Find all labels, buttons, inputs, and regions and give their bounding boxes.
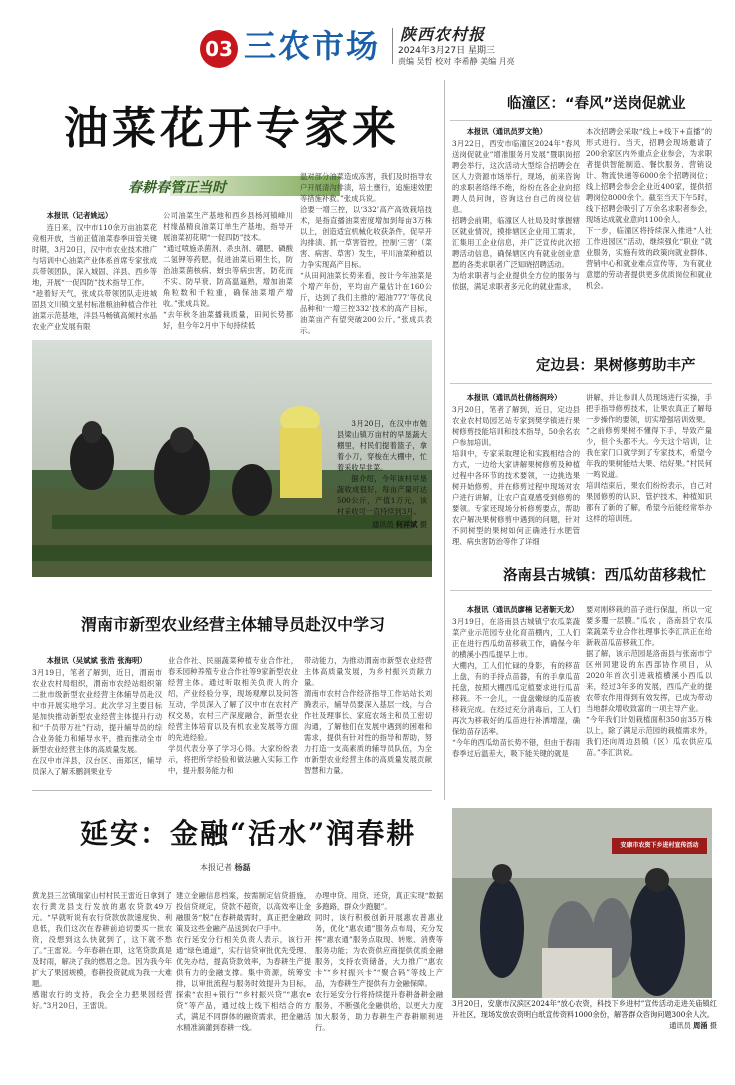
photo1-credit: 通讯员 何祥斌 摄 xyxy=(372,520,427,529)
photo1-caption-2: 据介绍，今年该村早垦蔬收成很好，每亩产量可达500公斤，产值1万元，该村采收可一直持续到3月。 xyxy=(337,474,427,516)
luonan-body-1: 3月19日，在洛南县古城镇宁农瓜菜蔬菜产业示范园专业化育苗棚内，工人们正在进行西瓜幼苗移栽工作，确保今年的横溪小西瓜提早上市。 大棚内，工人们忙碌的身影，有的移苗上盘，有的手持点苗器，有的手拿瓜苗托盘，按照大棚西瓜定植要求进行瓜苗移栽。不一会儿，一盘盘嫩绿的瓜苗被移栽完成。在经过充分消毒后，工人们再次为移栽好的瓜苗进行补洒增湿，确保幼苗存活率。 “今年的西瓜幼苗长势不错，但由于春雨春季过后温差大，吸下能关键的就是 xyxy=(452,617,580,758)
yanan-column-1 xyxy=(32,890,172,1075)
lead-byline: 本报讯（记者姚远） xyxy=(46,211,113,220)
weinan-body-3: 带动能力，为推动渭南市新型农业经营主体高质量发展，为乡村振兴贡献力量。 渭南市农村合作经济指导工作站站长刘腾表示，辅导员要深入基层一线，与合作社及理事长、家庭农场主和员工密切沟通，了解他们在发展中遇到的困难和需求，提供有针对性的指导和帮助，努力打造一支高素质的辅导员队伍，为全市新型农业经营主体的高质量发展贡献智慧和力量。 xyxy=(304,656,432,775)
column-divider-right xyxy=(444,80,445,800)
yanan-column-2 xyxy=(176,890,311,1075)
yanan-body-3: 办理申贷、用贷、还贷，真正实现“数据多跑路，群众少跑腿”。 同时，该行积极创新开展惠农普惠业务，优化“惠农通”服务点布局，充分发挥“惠农通”服务点取现、转账、消费等服务功能；为农资供应商提供优质金融服务，支持农资储备，大力推广“惠农卡”“乡村振兴卡”“聚合码”等线上产品，为春耕生产提供有力金融保障。 农行延安分行将持续提升春耕备耕金融服务，不断强化金融供给，以更大力度加大服务，助力春耕生产春耕顺利进行。 xyxy=(315,891,443,1032)
lead-column-3 xyxy=(300,171,432,342)
lead-body-2: 公司油菜生产基地和西乡县杨河镇峰川村缘晶精良油菜订单生产基地，指导开展油菜初花期“一促四防”技术。 “通过喷施杀菌剂、杀虫剂、硼肥、磷酸二氢钾等药肥，促进油菜后期生长，防治油菜菌核病、蚜虫等病虫害，防花而不实、防早衰、防高温逼熟，增加油菜角粒数和千粒重，确保油菜增产增收。”张成兵说。 “去年秋冬油菜播栽质量，田间长势都好，但今年2月中下旬持续低 xyxy=(163,211,293,330)
weinan-column-3 xyxy=(304,655,432,775)
luonan-body-2: 要对刚移栽的苗子进行保温，所以一定要多覆一层膜。”瓜农 ，洛南县宁农瓜菜蔬菜专业合作社理事长李汇洪正在给新栽苗瓜苗移栽工作。 据了解，该示范园是洛南县与张南市宁区州同建设的东西部协作项目，从2020年首次引进栽植横溪小西瓜以来，经过3年多的发展，西瓜产业的提农带农作用得到有效发挥，已成为带动当地群众增收致富的一项主导产业。 “今年我们计划栽植面积350亩35万株以上，除了满足示范园的栽植需求外，我们还向周边县镇（区）瓜农供应瓜苗。”李汇洪说。 xyxy=(586,605,712,757)
weinan-body-2: 业合作社、民丽蔬菜种植专业合作社，春禾园种养殖专业合作社等9家新型农业经营主体。通过听取相关负责人的介绍，产业经验分享，现场观摩以及问答互动，学员深入了解了汉中市在农村产权交易，农村三产深度融合，新型农业经营主体培育以及有机农业发展等方面的先进经验。 学员代表分享了学习心得。大家纷纷表示，将把所学经验和做法融入实际工作中，提升服务能力和 xyxy=(168,656,298,775)
yanan-body-2: 建立金融信息档案，按需制定信贷措施，投信贷规定，贷款不超资，以高效率让金融服务“脱”在春耕最需时，真正把金融政策及这些金融产品送到农户手中。 农行延安分行相关负责人表示，该行开通“绿色通道”，实行信贷审批优先受理、优先办结，提高贷款效率，为春耕生产提供有力的金融支撑。集中资源，统筹安排，以审批流程与服务时效提升为目标，探索“农担+银行”“乡村振兴贷”“惠农e贷”等产品，通过线上线下相结合的方式，满足不同群体的融资需求，把金融活水精准滴灌到春耕一线。 xyxy=(176,891,311,1032)
luonan-headline: 洛南县古城镇：西瓜幼苗移栽忙 xyxy=(503,568,706,584)
ankang-scene-image xyxy=(452,808,712,998)
lead-body-3: 温对部分油菜造成冻害，我们及时指导农户开展清沟排渍，培土壅行，追施速效肥等措施补救。”张成兵说。 洽要一增三控，以‘332’高产高效栽培技术，是指直播油菜密度增加到每亩3万株以上，创造适宜机械化收获条件，促早开沟排渍、抓一草害管控，控制‘三害’（菜害、病害、草害）发生，平川油菜种植以力争实现高产目标。 “从田间油菜长势来看，按计今年油菜是个增产年份，平均亩产量估计在160公斤，达到了我们主推的‘超油777’等优良品种和‘一增三控332’技术的高产目标，油菜亩产有望突破200公斤。”张成兵表示。 xyxy=(300,172,432,335)
photo3-banner: 安康市农资下乡进村宣传活动 xyxy=(620,842,699,849)
dingbian-body-1: 3月20日，笔者了解到，近日，定边县农业农村局园艺站专家到樊学镇进行果树修剪技能培训和技术指导，50余名农户参加培训。 培训中，专家采取理论和实践相结合的方式，一边给大家讲解果树修剪及种植过程中各环节的技术要领，一边挑选果树开始修剪，并在修剪过程中现场对农户进行讲解，让农户直观感受到修剪的要领。专家还现场分析修剪要点，帮助农户解决果树修剪中遇到的问题，针对不同树型的果树如何正确进行水肥管理、病虫害防治等作了详细 xyxy=(452,405,580,546)
weinan-byline: 本报讯（吴斌斌 张浩 张海明） xyxy=(46,656,147,665)
dingbian-column-2 xyxy=(586,392,712,562)
staff-credits: 责编 吴哲 校对 李希静 美编 月亮 xyxy=(398,57,515,66)
luonan-headline-underline xyxy=(450,590,712,591)
weinan-column-2 xyxy=(168,655,298,775)
dingbian-headline-underline xyxy=(450,383,712,384)
dingbian-headline-bar xyxy=(495,354,507,374)
lintong-byline: 本报讯（通讯员罗文艳） xyxy=(466,127,547,136)
photo1-caption-box xyxy=(337,418,427,574)
paper-name-logo: 陕西农村报 xyxy=(400,25,486,44)
yanan-byline: 本报记者 杨磊 xyxy=(200,862,251,872)
lead-subhead: 春耕春管正当时 xyxy=(128,180,226,196)
yanan-column-3 xyxy=(315,890,443,1075)
dingbian-byline: 本报讯（通讯员杜倩杨润玲） xyxy=(466,393,562,402)
lintong-body-2: 本次招聘会采取“线上+线下+直播”的形式进行。当天，招聘会现场邀请了200余家区内外重点企业参会，为求职者提供智能制造、餐饮服务、营销设计、物流快递等6000余个招聘岗位；线上招聘会参会企业近400家，提供招聘岗位8000余个。截至当天下午5时，线下招聘会吸引了万余名求职者参会，现场达成就业意向1100余人。 下一步，临潼区将持续深入推进“人社工作进园区”活动，继续强化“职业 ”就业服务，实施有效的政策向就业群体、营销中心和就业难点宣传等，为有就业意愿的劳动者提供更多优质岗位和就业机会。 xyxy=(586,127,712,290)
lintong-headline: 临潼区：“春风”送岗促就业 xyxy=(507,96,686,112)
lead-body-1: 连日来，汉中市110余万亩油菜花竞相开放，当前正值油菜春季田管关键时期，3月20日，汉中市农业技术推广与培训中心油菜产业体系首席专家张成兵带领团队，深入城固、洋县、西乡等地，开展“一促四防”技术指导工作。 “趁着好天气，张成兵带领团队走进城固县文川镇文星村标准粮油种植合作社油菜示范基地，洋县马畅镇高倾村水晶农业产业发展有限 xyxy=(32,223,157,331)
yanan-body-1: 黄龙县三岔镇瑞家山村村民王雷近日拿到了农行黄龙县支行发放的惠农贷款49万元。“早就听说有农行贷款放款速度快、利息低，我们这次在春耕前迫切要买一批农资，没想到这么快就到了，这下就不愁了。”王雷说。今年春耕在即，这笔贷款真是及时雨，解决了我的燃眉之急。因为我今年扩大了果园规模，春耕投资就成为我一大难题。 感谢农行的支持，我会全力把果园经营好。”3月20日，王雷说。 xyxy=(32,891,172,1010)
photo1-caption-1: 3月20日，在汉中市勉县梁山镇万亩村的早垦蔬大棚里，村民们提着篮子，拿着小刀，穿梭在大棚中，忙着采收早韭菜。 xyxy=(337,419,427,472)
luonan-column-1 xyxy=(452,604,580,800)
dingbian-headline: 定边县：果树修剪助丰产 xyxy=(536,358,696,374)
weinan-headline: 渭南市新型农业经营主体辅导员赴汉中学习 xyxy=(80,615,385,634)
photo3-caption: 3月20日，安康市汉滨区2024年“放心农资，科技下乡进村”宣传活动走进关庙镇红升社区，现场发放农资明白纸宣传资料1000余份，解答群众咨询问题300余人次。 通讯员 周涌 摄 xyxy=(452,999,717,1030)
luonan-column-2 xyxy=(586,604,712,800)
weinan-body-1: 3月19日，笔者了解到，近日，渭南市农业农村局组织，渭南市农经站组织第二批市级新型农业经营主体辅导员赴汉中市开展实地学习。此次学习主要目标是加快推动新型农业经营主体提升行动和“千员带万社”行动，提升辅导员的综合业务能力和辅导水平，推而推动全市新型农业经营主体的高质量发展。 在汉中市洋县，汉台区、南郑区，辅导员深入了解禾鹏洞果业专 xyxy=(32,668,162,775)
lintong-column-2 xyxy=(586,126,712,336)
yanan-headline: 延安：金融“活水”润春耕 xyxy=(80,817,417,850)
section-title: 三农市场 xyxy=(244,27,381,65)
masthead-divider xyxy=(392,28,393,64)
luonan-byline: 本报讯（通讯员廖楠 记者靳天龙） xyxy=(466,605,579,614)
issue-date: 2024年3月27日 星期三 xyxy=(398,46,495,56)
lead-column-1 xyxy=(32,210,157,342)
page-number-badge: 03 xyxy=(200,30,238,68)
ankang-event-photo xyxy=(452,808,712,998)
dingbian-body-2: 讲解，并让参训人员现场进行实操，手把手指导修剪技术，让果农真正了解每一步操作的要领，切实增强培训效果。 “之前修剪果树不懂得下手，导致产量少，但个头都不大。今天这个培训，让我在家门口就学到了专家技术，希望今年我的果树能结大果、结好果。”村民何一鸣说道。 培训结束后，果农们纷纷表示，自己对果园修剪的认识、管护技术、种植知识都有了新的了解，希望今后能经常举办这样的培训班。 xyxy=(586,393,712,523)
lintong-column-1 xyxy=(452,126,580,336)
lead-headline: 油菜花开专家来 xyxy=(64,103,400,154)
weinan-column-1 xyxy=(32,655,162,775)
lintong-body-1: 3月22日，西安市临潼区2024年“春风送岗促就业”增准服务月发展”暨职岗招聘会举行，这次活动大型综合招聘会在区人力资源市场举行，现场，前来咨询的求职者络绎不绝，纷纷在各企业向招聘人员问询，咨询这台自己的岗位信息。 招聘会前期，临潼区人社局及时掌握辖区就业情况，摸排辖区企业用工需求，汇集用工企业信息，并广泛宣传此次招聘活动信息，确保辖区内有就业创业意愿的各类求职者广泛知晓招聘活动。 为给求职者与企业提供全方位的服务与依据，满足求职者多元化的就业需求， xyxy=(452,139,580,291)
masthead xyxy=(0,0,735,72)
chive-greenhouse-photo xyxy=(32,340,432,577)
lintong-headline-underline xyxy=(450,120,712,121)
weinan-bottom-rule xyxy=(32,790,432,791)
dingbian-column-1 xyxy=(452,392,580,562)
lead-column-2 xyxy=(163,210,293,342)
